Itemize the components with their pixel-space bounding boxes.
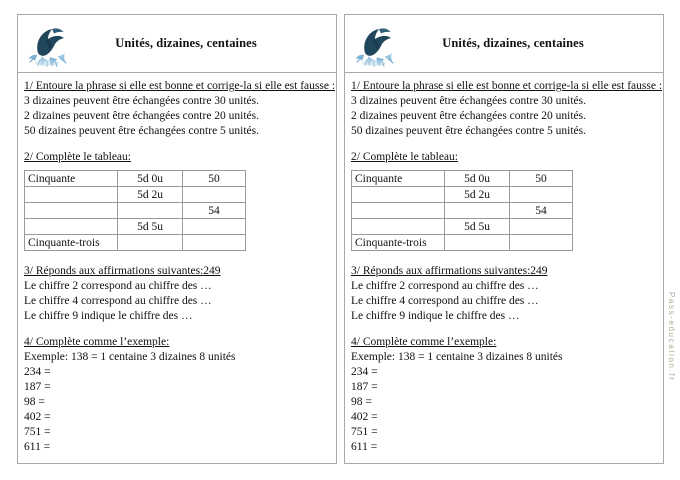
exercise3-statement: Le chiffre 9 indique le chiffre des … — [24, 310, 193, 322]
watermark: Pass-education.fr — [667, 292, 676, 382]
exercise1-heading-text: 1/ Entoure la phrase si elle est bonne et corrige-la si elle est fausse : — [24, 80, 336, 92]
page-title: Unités, dizaines, centaines — [442, 36, 584, 50]
spacer — [351, 139, 657, 150]
table-row — [25, 187, 246, 203]
table-cell-decomposition: 5d 0u — [118, 171, 183, 187]
exercise3-statement: Le chiffre 2 correspond au chiffre des … — [351, 280, 539, 292]
worksheet-panel-left — [17, 14, 337, 464]
exercise3-heading — [24, 264, 330, 279]
table-cell-number — [183, 187, 246, 203]
table-cell-decomposition — [445, 235, 510, 251]
exercise4-item: 402 = — [351, 411, 378, 423]
table-row — [25, 171, 246, 187]
panel-body — [345, 73, 663, 463]
table-row — [25, 235, 246, 251]
table-cell-decomposition — [445, 203, 510, 219]
table-cell-word — [25, 219, 118, 235]
spacer — [24, 324, 330, 335]
exercise4-example: Exemple: 138 = 1 centaine 3 dizaines 8 unités — [351, 351, 563, 363]
table-row — [352, 187, 573, 203]
exercise2-heading — [24, 150, 330, 165]
exercise3-number: 249 — [530, 265, 548, 277]
table-row — [352, 171, 573, 187]
exercise3-heading — [351, 264, 657, 279]
table-cell-decomposition — [118, 203, 183, 219]
exercise4-item: 187 = — [351, 381, 378, 393]
exercise3-statement: Le chiffre 4 correspond au chiffre des … — [351, 295, 539, 307]
exercise4-item: 402 = — [24, 411, 51, 423]
table-row — [352, 219, 573, 235]
table-cell-word — [352, 187, 445, 203]
exercise4-heading-text: 4/ Complète comme l’exemple: — [24, 336, 170, 348]
table-cell-word — [352, 203, 445, 219]
table-cell-decomposition: 5d 2u — [118, 187, 183, 203]
exercise2-heading — [351, 150, 657, 165]
exercise4-item: 98 = — [24, 396, 45, 408]
table-cell-word: Cinquante — [352, 171, 445, 187]
exercise1-statement: 50 dizaines peuvent être échangées contre 5 unités. — [351, 125, 587, 137]
table-cell-decomposition — [118, 235, 183, 251]
exercise4-item: 611 = — [24, 441, 51, 453]
table-cell-number: 54 — [183, 203, 246, 219]
panel-header — [18, 15, 336, 73]
exercise3-statement: Le chiffre 4 correspond au chiffre des … — [24, 295, 212, 307]
exercise4-item: 187 = — [24, 381, 51, 393]
exercise4-heading — [351, 335, 657, 350]
table-cell-number: 54 — [510, 203, 573, 219]
exercise2-heading-text: 2/ Complète le tableau: — [24, 151, 131, 163]
spacer — [24, 139, 330, 150]
table-cell-number — [510, 235, 573, 251]
table-cell-number — [510, 187, 573, 203]
exercise4-item: 751 = — [24, 426, 51, 438]
exercise4-item: 98 = — [351, 396, 372, 408]
exercise1-heading-text: 1/ Entoure la phrase si elle est bonne et corrige-la si elle est fausse : — [351, 80, 663, 92]
table-cell-number — [183, 235, 246, 251]
exercise3-statement: Le chiffre 2 correspond au chiffre des … — [24, 280, 212, 292]
table-cell-number: 50 — [183, 171, 246, 187]
exercise3-number: 249 — [203, 265, 221, 277]
exercise1-statement: 3 dizaines peuvent être échangées contre 30 unités. — [351, 95, 587, 107]
panel-body — [18, 73, 336, 463]
table-cell-decomposition: 5d 0u — [445, 171, 510, 187]
spacer — [24, 253, 330, 264]
table-row — [352, 203, 573, 219]
table-cell-word: Cinquante-trois — [352, 235, 445, 251]
table-cell-word — [352, 219, 445, 235]
place-value-table — [24, 170, 246, 251]
exercise1-statement: 2 dizaines peuvent être échangées contre 20 unités. — [351, 110, 587, 122]
exercise3-heading-text: 3/ Réponds aux affirmations suivantes: — [24, 265, 204, 277]
panel-container — [17, 14, 663, 464]
exercise1-heading — [24, 79, 336, 94]
table-cell-word: Cinquante-trois — [25, 235, 118, 251]
exercise4-item: 234 = — [351, 366, 378, 378]
spacer — [351, 324, 657, 335]
table-cell-decomposition: 5d 5u — [118, 219, 183, 235]
table-cell-decomposition: 5d 5u — [445, 219, 510, 235]
table-cell-number: 50 — [510, 171, 573, 187]
exercise3-statement: Le chiffre 9 indique le chiffre des … — [351, 310, 520, 322]
page-title: Unités, dizaines, centaines — [115, 36, 257, 50]
worksheet-panel-right — [344, 14, 664, 464]
exercise1-statement: 50 dizaines peuvent être échangées contre 5 unités. — [24, 125, 260, 137]
spacer — [351, 253, 657, 264]
exercise4-heading-text: 4/ Complète comme l’exemple: — [351, 336, 497, 348]
exercise1-heading — [351, 79, 663, 94]
exercise4-heading — [24, 335, 330, 350]
table-cell-decomposition: 5d 2u — [445, 187, 510, 203]
exercise1-statement: 3 dizaines peuvent être échangées contre 30 unités. — [24, 95, 260, 107]
table-cell-number — [183, 219, 246, 235]
table-cell-word — [25, 203, 118, 219]
panel-header — [345, 15, 663, 73]
exercise4-item: 751 = — [351, 426, 378, 438]
dolphin-icon — [24, 18, 76, 70]
table-row — [352, 235, 573, 251]
exercise4-item: 611 = — [351, 441, 378, 453]
exercise3-heading-text: 3/ Réponds aux affirmations suivantes: — [351, 265, 531, 277]
table-cell-number — [510, 219, 573, 235]
exercise4-example: Exemple: 138 = 1 centaine 3 dizaines 8 unités — [24, 351, 236, 363]
table-cell-word — [25, 187, 118, 203]
table-row — [25, 219, 246, 235]
place-value-table — [351, 170, 573, 251]
dolphin-icon — [351, 18, 403, 70]
exercise1-statement: 2 dizaines peuvent être échangées contre 20 unités. — [24, 110, 260, 122]
exercise2-heading-text: 2/ Complète le tableau: — [351, 151, 458, 163]
table-cell-word: Cinquante — [25, 171, 118, 187]
exercise4-item: 234 = — [24, 366, 51, 378]
table-row — [25, 203, 246, 219]
